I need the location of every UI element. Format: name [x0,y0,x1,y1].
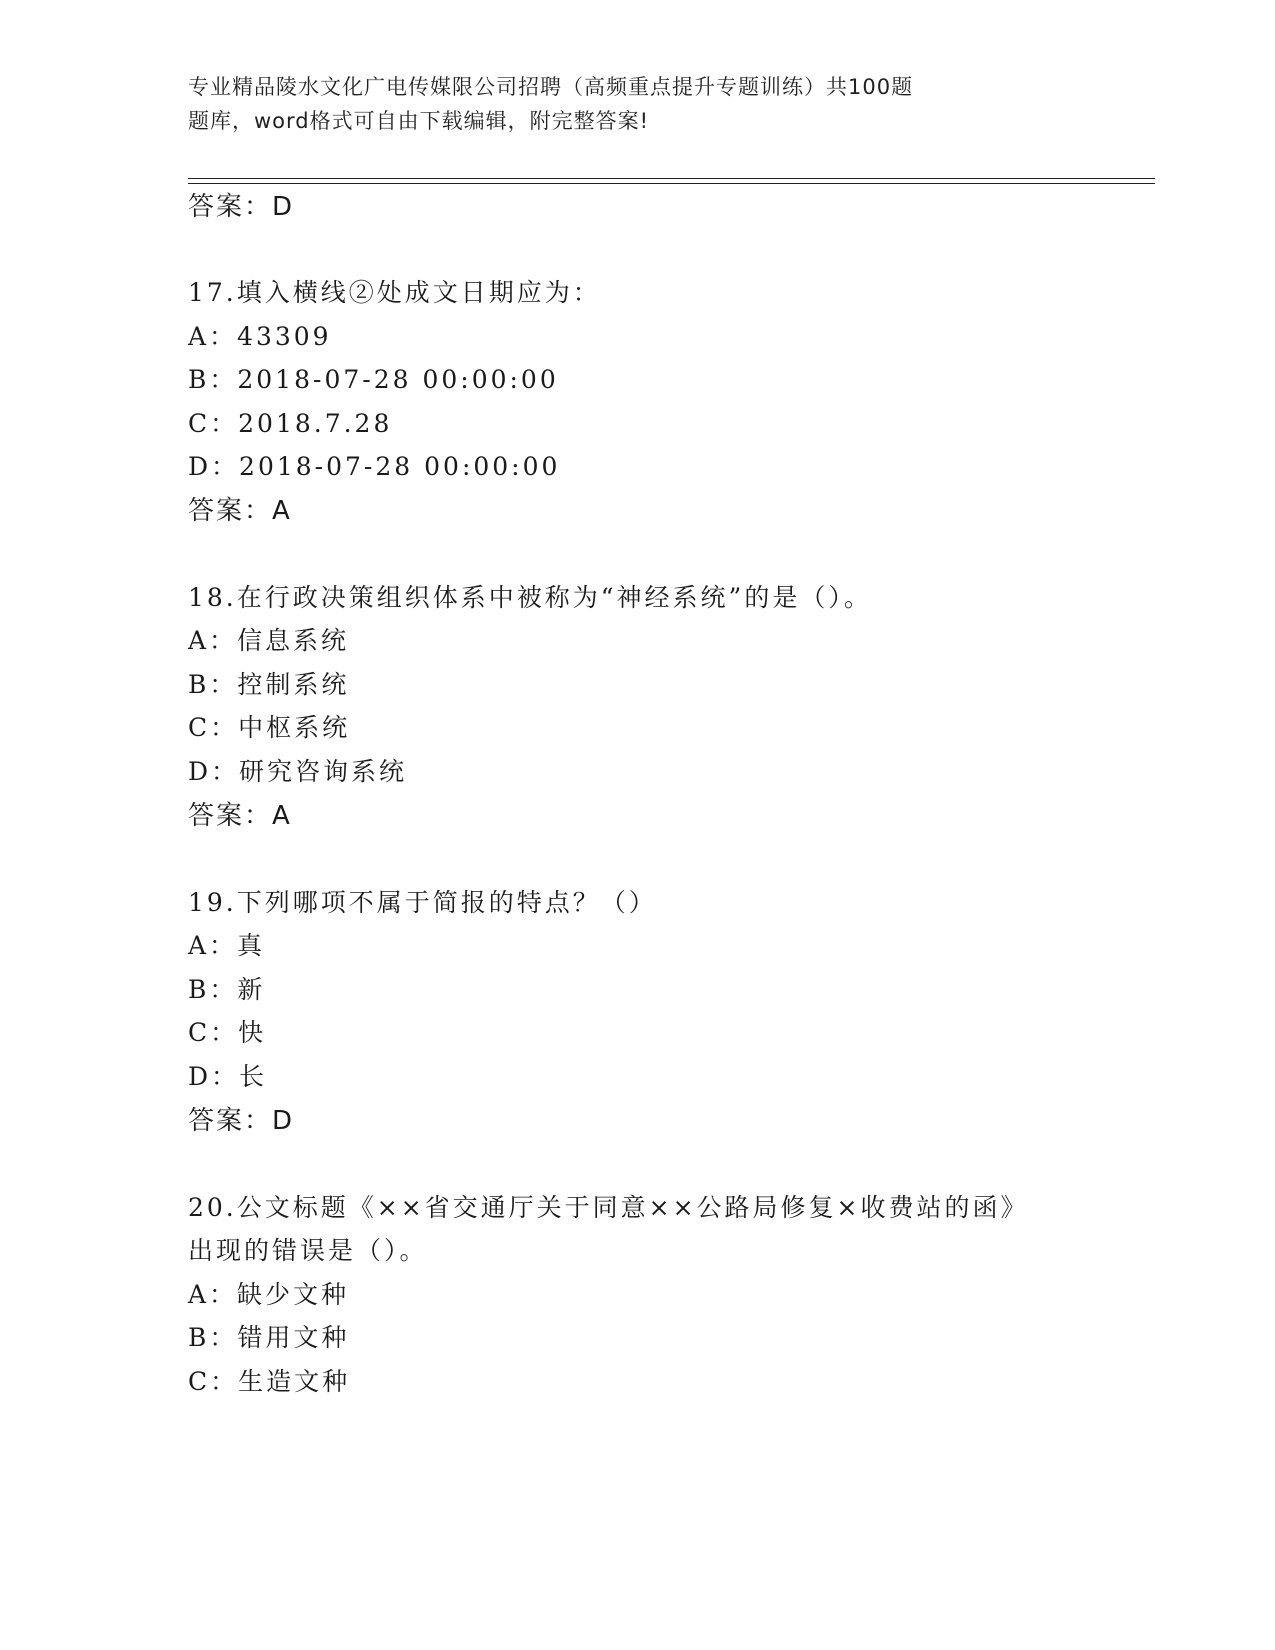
question-17-option-b: B：2018-07-28 00:00:00 [188,365,559,394]
header-title-line-2: 题库，word格式可自由下载编辑，附完整答案! [188,109,650,133]
question-19-option-c: C：快 [188,1018,267,1047]
answer-18: 答案：A [188,801,292,831]
header-rule-top [188,178,1155,179]
question-17-option-c: C：2018.7.28 [188,409,393,438]
question-18-option-d: D：研究咨询系统 [188,757,408,786]
question-19-option-a: A：真 [188,931,266,960]
question-18-stem: 18.在行政决策组织体系中被称为“神经系统”的是（）。 [188,583,872,612]
question-18-option-b: B：控制系统 [188,670,350,699]
answer-16: 答案：D [188,192,295,222]
question-20-stem-line-2: 出现的错误是（）。 [188,1236,428,1265]
question-18-option-c: C：中枢系统 [188,713,351,742]
answer-17: 答案：A [188,496,292,526]
question-18-option-a: A：信息系统 [188,626,350,655]
question-17-stem: 17.填入横线②处成文日期应为： [188,278,601,307]
question-17-option-d: D：2018-07-28 00:00:00 [188,452,561,481]
question-19-option-d: D：长 [188,1062,268,1091]
document-header [188,70,1028,138]
question-17-option-a: A：43309 [188,322,332,351]
question-20-option-c: C：生造文种 [188,1367,351,1396]
answer-19: 答案：D [188,1106,295,1136]
question-19-stem: 19.下列哪项不属于简报的特点？（） [188,888,657,917]
question-20-stem-line-1: 20.公文标题《××省交通厅关于同意××公路局修复×收费站的函》 [188,1193,1029,1222]
question-20-option-b: B：错用文种 [188,1323,350,1352]
question-19-option-b: B：新 [188,975,266,1004]
header-rule-bottom [188,183,1155,184]
header-title-line-1: 专业精品陵水文化广电传媒限公司招聘（高频重点提升专题训练）共100题 [188,75,914,99]
question-20-option-a: A：缺少文种 [188,1280,350,1309]
